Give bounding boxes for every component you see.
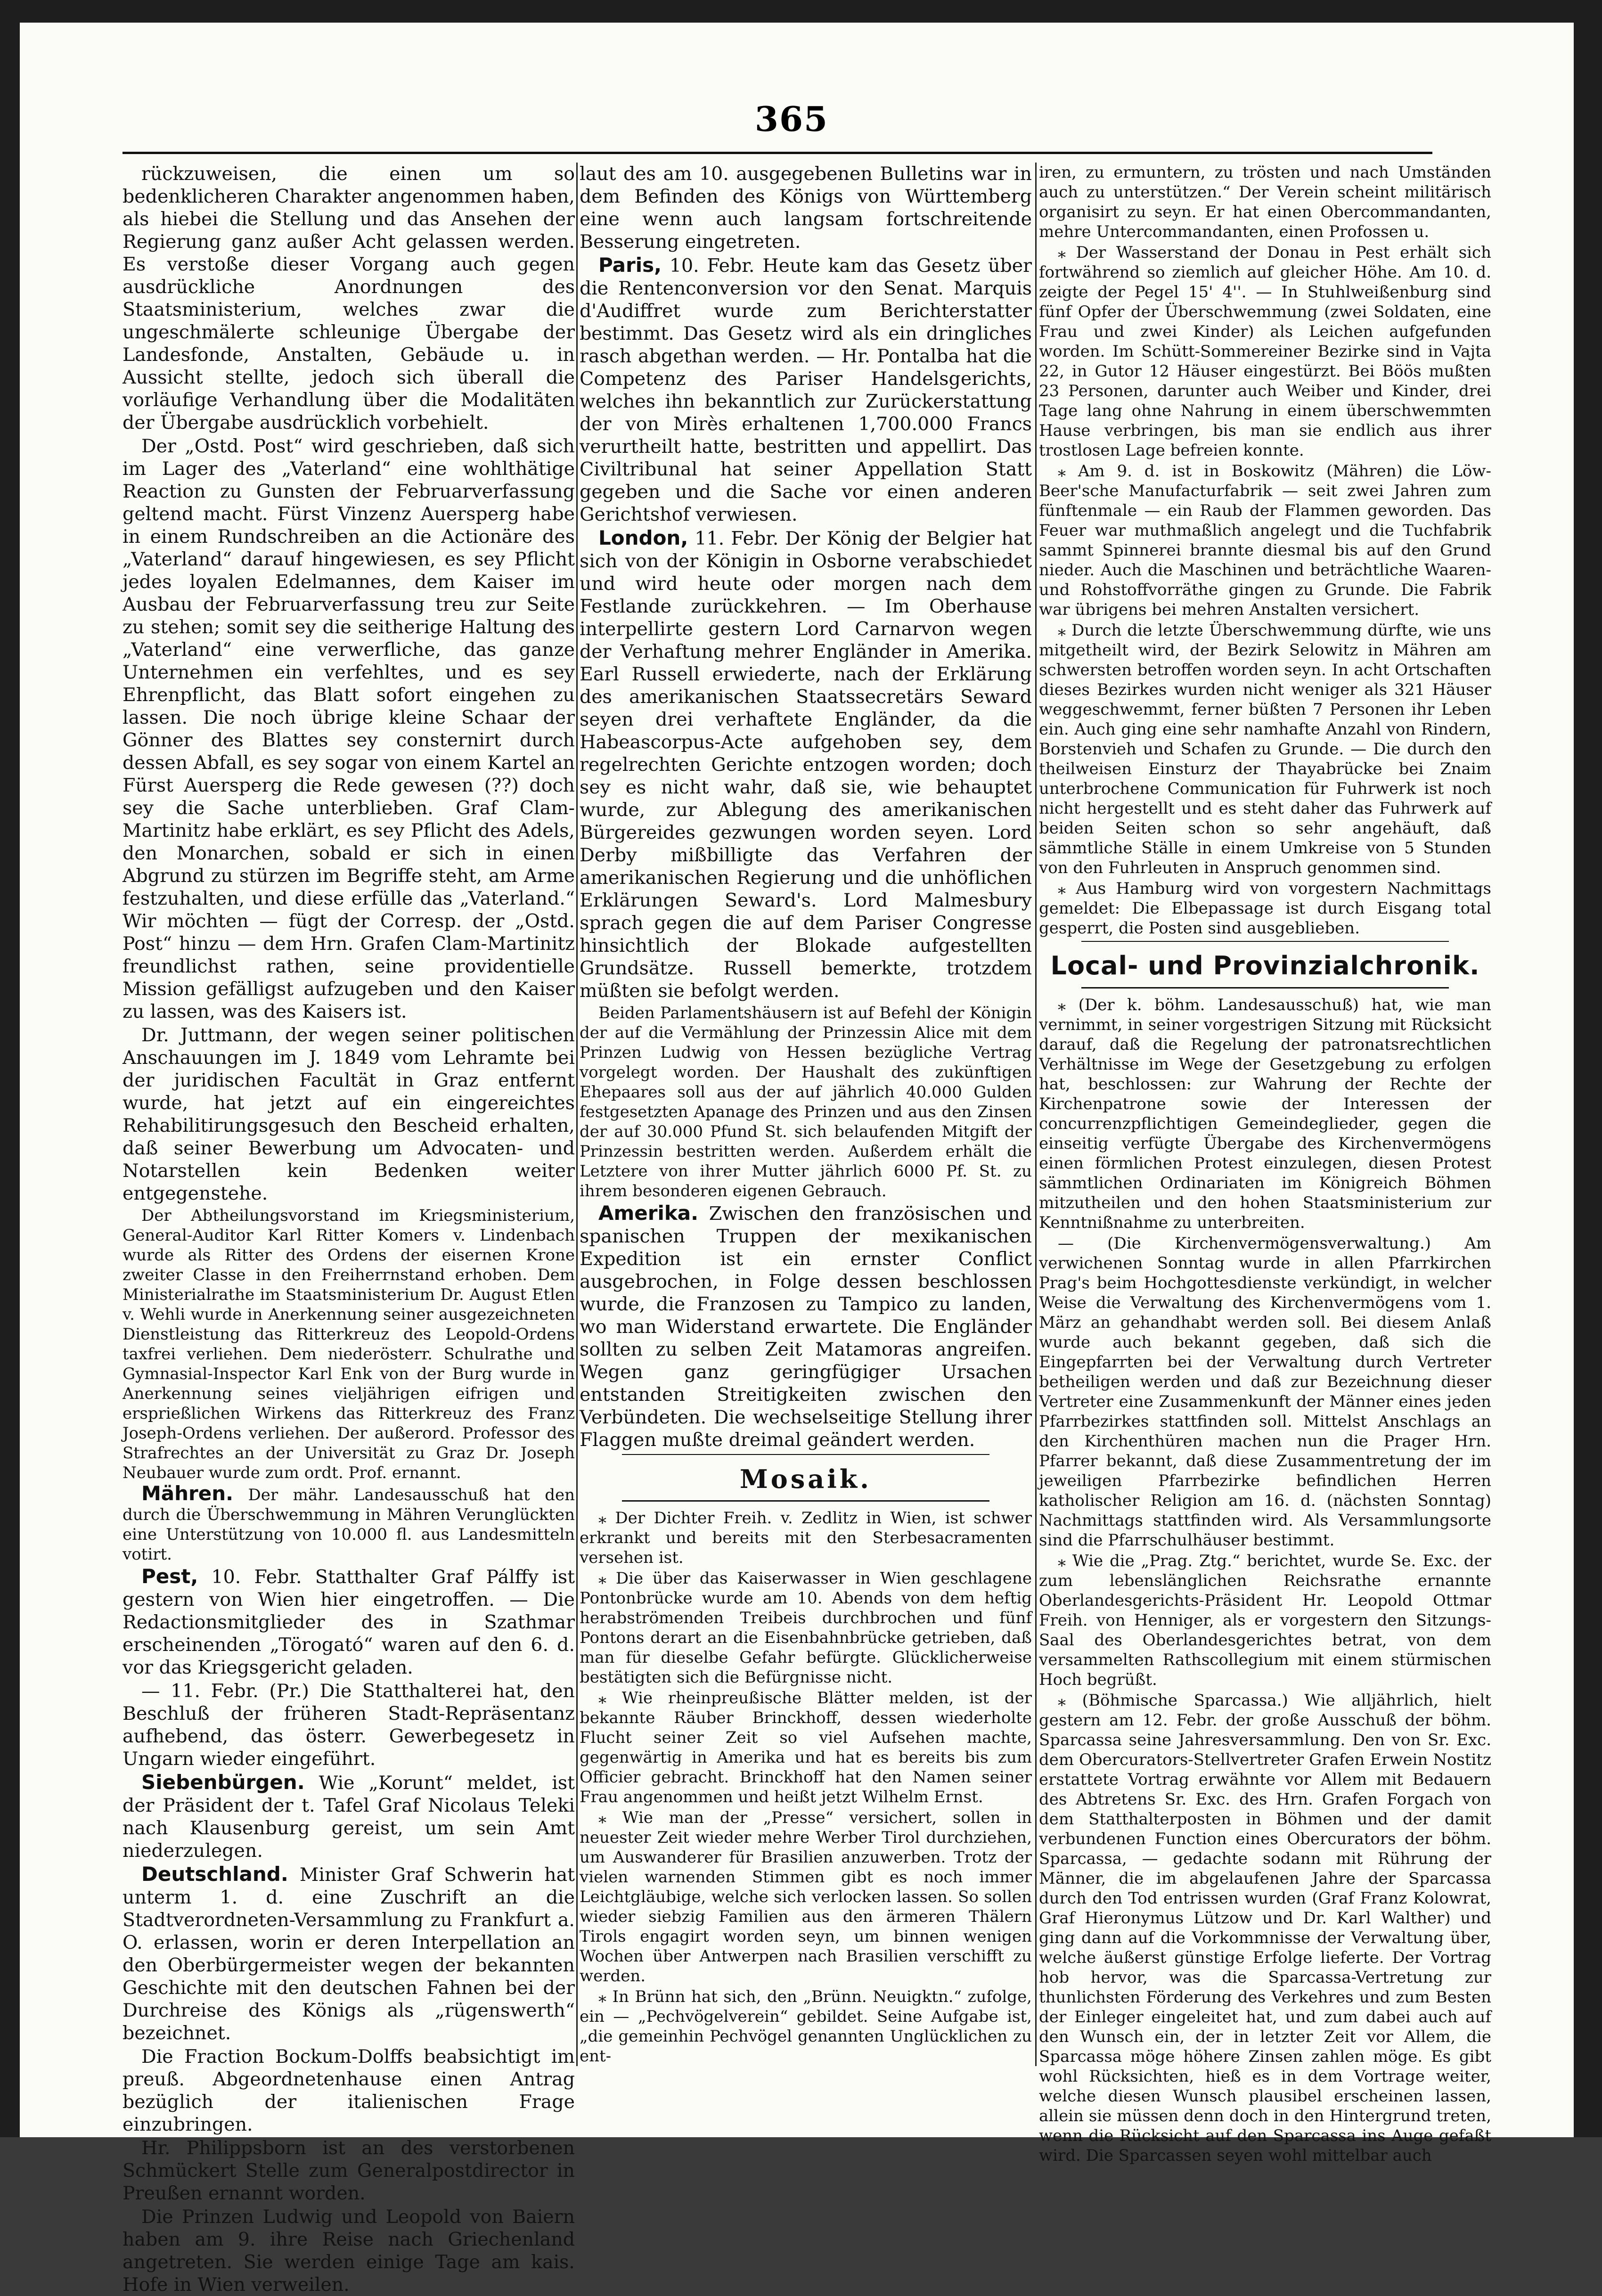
article-text: ⁎ Durch die letzte Überschwemmung dürfte, wie uns mitgetheilt wird, der Bezirk Selowitz in Mähren am schwersten betroffen worden seyn. In acht Ortschaften dieses Bezirkes wurden nicht weniger als 321 Häuser weggeschwemmt, ferner büßten 7 Personen ihr Leben ein. Auch ging eine sehr namhafte Anzahl von Rindern, Borstenvieh und Schafen zu Grunde. — Die durch den theilweisen Einsturz der Thayabrücke bei Znaim unterbrochene Communication für Fuhrwerk ist noch nicht hergestellt und es steht daher das Fuhrwerk auf beiden Seiten schon so sehr angehäuft, daß sämmtliche Ställe in einem Umkreise von 5 Stunden von den Fuhrleuten in Anspruch genommen sind. xyxy=(1039,621,1491,877)
article-text: ⁎ (Der k. böhm. Landesausschuß) hat, wie man vernimmt, in seiner vorgestrigen Sitzung mit Rücksicht darauf, daß die Regelung der patronatsrechtlichen Verhältnisse im Wege der Gesetzgebung zu erfolgen hat, beschlossen: zur Wahrung der Rechte der Kirchenpatrone sowie der Interessen der concurrenzpflichtigen Gemeindeglieder, gegen die einseitig verfügte Übergabe des Kirchenvermögens einen förmlichen Protest einzulegen, diesen Protest sämmtlichen Ordinariaten im Königreich Böhmen mitzutheilen und den hohen Staatsministerium zur Kenntnißnahme zu unterbreiten. xyxy=(1039,996,1491,1232)
article-paragraph xyxy=(123,1771,575,1862)
article-paragraph xyxy=(580,1508,1032,1568)
article-text: ⁎ Wie man der „Presse“ versichert, sollen in neuester Zeit wieder mehre Werber Tirol durchziehen, um Auswanderer für Brasilien anzuwerben. Trotz der vielen warnenden Stimmen gibt es noch immer Leichtgläubige, welche sich verlocken lassen. So sollen wieder siebzig Familien aus den ärmeren Thälern Tirols engagirt worden seyn, um binnen wenigen Wochen über Antwerpen nach Brasilien verschifft zu werden. xyxy=(580,1808,1032,1986)
scan-border-left xyxy=(0,0,20,2137)
article-text: Der mähr. Landesausschuß hat den durch die Überschwemmung in Mähren Verunglückten eine Unterstützung von 10.000 fl. aus Landesmitteln votirt. xyxy=(123,1486,575,1564)
article-paragraph xyxy=(580,1202,1032,1451)
article-paragraph xyxy=(123,163,575,434)
article-paragraph xyxy=(123,2206,575,2296)
article-paragraph xyxy=(123,1024,575,1205)
article-text: — (Die Kirchenvermögensverwaltung.) Am verwichenen Sonntag wurde in allen Pfarrkirchen Prag's beim Hochgottesdienste verkündigt, in welcher Weise die Verwaltung des Kirchenvermögens vom 1. März an gehandhabt werden soll. Bei diesem Anlaß wurde auch bekannt gegeben, daß sich die Eingepfarrten bei der Verwaltung durch Vertreter betheiligen werden und daß zur Bezeichnung dieser Vertreter eine Zusammenkunft der Männer eines jeden Pfarrbezirkes stattfinden soll. Mittelst Anschlags an den Kirchenthüren machen nun die Prager Hrn. Pfarrer bekannt, daß diese Zusammentretung der im jeweiligen Pfarrbezirke befindlichen Herren katholischer Religion am 16. d. (nächsten Sonntag) Nachmittags stattfinden wird. Als Versammlungsorte sind die Pfarrschulhäuser bestimmt. xyxy=(1039,1234,1491,1550)
article-text: Dr. Juttmann, der wegen seiner politischen Anschauungen im J. 1849 vom Lehramte bei der juridischen Facultät in Graz entfernt wurde, hat jetzt auf ein eingereichtes Rehabilitirungsgesuch den Bescheid erhalten, daß seiner Bewerbung um Advocaten- und Notarstellen kein Bedenken weiter entgegenstehe. xyxy=(123,1024,575,1204)
column-1 xyxy=(123,163,575,2296)
article-paragraph xyxy=(1039,621,1491,878)
article-paragraph xyxy=(123,435,575,1023)
article-paragraph xyxy=(580,163,1032,253)
article-text: ⁎ Wie die „Prag. Ztg.“ berichtet, wurde Se. Exc. der zum lebenslänglichen Reichsrathe ernannte Oberlandesgerichts-Präsident Hr. Leopold Ottmar Freih. von Henniger, als er vorgestern den Sitzungs-Saal des Oberlandesgerichtes betrat, von dem versammelten Rathscollegium mit einem stürmischen Hoch begrüßt. xyxy=(1039,1552,1491,1689)
article-text: Der Abtheilungsvorstand im Kriegsministerium, General-Auditor Karl Ritter Komers v. Lindenbach wurde als Ritter des Ordens der eisernen Krone zweiter Classe in den Freiherrnstand erhoben. Dem Ministerialrathe im Staatsministerium Dr. August Etlen v. Wehli wurde in Anerkennung seiner ausgezeichneten Dienstleistung das Ritterkreuz des Leopold-Ordens taxfrei verliehen. Dem niederösterr. Schulrathe und Gymnasial-Inspector Karl Enk von der Burg wurde in Anerkennung seines vieljährigen eifrigen und ersprießlichen Wirkens das Ritterkreuz des Franz Joseph-Ordens verliehen. Der außerord. Professor des Strafrechtes an der Universität zu Graz Dr. Joseph Neubauer wurde zum ordt. Prof. ernannt. xyxy=(123,1206,575,1482)
section-rule xyxy=(622,1454,989,1455)
article-dateline: Pest, xyxy=(141,1565,198,1588)
article-paragraph xyxy=(580,254,1032,526)
article-text: ⁎ Der Dichter Freih. v. Zedlitz in Wien, ist schwer erkrankt und bereits mit den Sterbesacramenten versehen ist. xyxy=(580,1509,1032,1567)
article-paragraph xyxy=(123,1680,575,1770)
article-text: Beiden Parlamentshäusern ist auf Befehl der Königin der auf die Vermählung der Prinzessin Alice mit dem Prinzen Ludwig von Hessen bezügliche Vertrag vorgelegt worden. Der Haushalt des zukünftigen Ehepaares soll aus der auf jährlich 40.000 Gulden festgesetzten Apanage des Prinzen und aus den Zinsen der auf 30.000 Pfund St. sich belaufenden Mitgift der Prinzessin bestritten werden. Außerdem erhält die Letztere von ihrer Mutter jährlich 6000 Pf. St. zu ihrem besonderen eigenen Gebrauch. xyxy=(580,1004,1032,1201)
section-rule xyxy=(622,1500,989,1502)
article-paragraph xyxy=(123,1565,575,1679)
page-number: 365 xyxy=(754,99,829,139)
header-rule xyxy=(123,152,1432,154)
article-paragraph xyxy=(1039,243,1491,460)
article-text: ⁎ (Böhmische Sparcassa.) Wie alljährlich, hielt gestern am 12. Febr. der große Ausschuß der böhm. Sparcassa seine Jahresversammlung. Den von Sr. Exc. dem Obercurators-Stellvertreter Grafen Erwein Nostitz erstattete Vortrag erwähnte vor Allem mit Bedauern des Abtretens Sr. Exc. des Hrn. Grafen Forgach von dem Statthalterposten in Böhmen und der damit verbundenen Function eines Obercurators der böhm. Sparcassa, — gedachte sodann mit Rührung der Männer, die im abgelaufenen Jahre der Sparcassa durch den Tod entrissen wurden (Graf Franz Kolowrat, Graf Hieronymus Lützow und Dr. Karl Walther) und ging dann auf die Vorkommnisse der Verwaltung über, welche äußerst günstige Erfolge lieferte. Der Vortrag hob hervor, was die Sparcassa-Vertretung zur thunlichsten Förderung des Verkehres und zum Besten der Einleger eingeleitet hat, und zum dabei auch auf den Wunsch ein, der in letzter Zeit vor Allem, die Sparcassa möge höhere Zinsen zahlen möge. Es gibt wohl Rücksichten, hieß es in dem Vortrage weiter, welche diesen Wunsch plausibel erscheinen lassen, allein sie müssen denn doch in den Hintergrund treten, wenn die Rücksicht auf den Sparcassa ins Auge gefaßt wird. Die Sparcassen seyen wohl mittelbar auch xyxy=(1039,1691,1491,2165)
column-divider xyxy=(1035,163,1037,2066)
article-text: Hr. Philippsborn ist an des verstorbenen Schmückert Stelle zum Generalpostdirector in Preußen ernannt worden. xyxy=(123,2137,575,2204)
article-paragraph xyxy=(580,1987,1032,2066)
article-paragraph xyxy=(123,1484,575,1564)
section-heading: Local- und Provinzialchronik. xyxy=(1050,951,1480,980)
article-text: laut des am 10. ausgegebenen Bulletins war in dem Befinden des Königs von Württemberg eine wenn auch langsam fortschreitende Besserung eingetreten. xyxy=(580,163,1032,253)
article-dateline: London, xyxy=(598,526,688,549)
article-text: 11. Febr. Der König der Belgier hat sich von der Königin in Osborne verabschiedet und wird heute oder morgen nach dem Festlande zurückkehren. — Im Oberhause interpellirte gestern Lord Carnarvon wegen der Verhaftung mehrer Engländer in Amerika. Earl Russell erwiederte, nach der Erklärung des amerikanischen Staatssecretärs Seward seyen drei verhaftete Engländer, da die Habeascorpus-Acte aufgehoben sey, dem regelrechten Gerichte entzogen worden; doch sey es nicht wahr, daß sie, wie behauptet wurde, zur Ablegung des amerikanischen Bürgereides gezwungen worden seyen. Lord Derby mißbilligte das Verfahren der amerikanischen Regierung und die unhöflichen Erklärungen Seward's. Lord Malmesbury sprach gegen die auf dem Pariser Congresse hinsichtlich der Blokade aufgestellten Grundsätze. Russell bemerkte, trotzdem müßten sie befolgt werden. xyxy=(580,528,1032,1002)
article-dateline: Siebenbürgen. xyxy=(141,1771,305,1794)
scan-border-right xyxy=(1574,0,1602,2137)
article-text: Wie „Korunt“ meldet, ist der Präsident der t. Tafel Graf Nicolaus Teleki nach Klausenburg gereist, um sein Amt niederzulegen. xyxy=(123,1772,575,1862)
article-text: Die Fraction Bockum-Dolffs beabsichtigt im preuß. Abgeordnetenhause einen Antrag bezüglich der italienischen Frage einzubringen. xyxy=(123,2046,575,2135)
article-text: ⁎ Am 9. d. ist in Boskowitz (Mähren) die Löw-Beer'sche Manufacturfabrik — seit zwei Jahren zum fünftenmale — ein Raub der Flammen geworden. Das Feuer war muthmaßlich angelegt und die Tuchfabrik sammt Spinnerei brannte diesmal bis auf den Grund nieder. Auch die Maschinen und beträchtliche Waaren- und Rohstoffvorräthe gingen zu Grunde. Die Fabrik war übrigens bei mehren Anstalten versichert. xyxy=(1039,462,1491,619)
article-paragraph xyxy=(580,1808,1032,1986)
article-paragraph xyxy=(123,2045,575,2136)
article-paragraph xyxy=(1039,461,1491,620)
section-heading: Mosaik. xyxy=(740,1464,872,1494)
article-text: Der „Ostd. Post“ wird geschrieben, daß sich im Lager des „Vaterland“ eine wohlthätige Reaction zu Gunsten der Februarverfassung geltend macht. Fürst Vinzenz Auersperg habe in einem Rundschreiben an die Actionäre des „Vaterland“ darauf hingewiesen, es sey Pflicht jedes loyalen Edelmannes, dem Kaiser im Ausbau der Februarverfassung treu zur Seite zu stehen; somit sey die seitherige Haltung des „Vaterland“ eine verwerfliche, das ganze Unternehmen ein verfehltes, und es sey Ehrenpflicht, das Blatt sofort eingehen zu lassen. Die noch übrige kleine Schaar der Gönner des Blattes sey consternirt durch dessen Abfall, es sey sogar von einem Kartel an Fürst Auersperg die Rede gewesen (??) doch sey die Sache unterblieben. Graf Clam-Martinitz habe erklärt, es sey Pflicht des Adels, den Monarchen, sobald er sich in einen Abgrund zu stürzen im Begriffe steht, am Arme festzuhalten, und diese erfülle das „Vaterland.“ Wir möchten — fügt der Corresp. der „Ostd. Post“ hinzu — dem Hrn. Grafen Clam-Martinitz freundlichst rathen, seine providentielle Mission gefälligst aufzugeben und den Kaiser zu lassen, was des Kaisers ist. xyxy=(123,435,575,1022)
article-dateline: Paris, xyxy=(598,253,662,277)
article-text: Minister Graf Schwerin hat unterm 1. d. eine Zuschrift an die Stadtverordneten-Versammlung zu Frankfurt a. O. erlassen, worin er deren Interpellation an den Oberbürgermeister wegen der bekannten Geschichte mit den deutschen Fahnen bei der Durchreise des Königs als „rügenswerth“ bezeichnet. xyxy=(123,1864,575,2044)
column-divider xyxy=(576,163,578,2066)
article-paragraph xyxy=(1039,995,1491,1233)
scan-border-top xyxy=(0,0,1602,23)
article-text: ⁎ Der Wasserstand der Donau in Pest erhält sich fortwährend so ziemlich auf gleicher Höhe. Am 10. d. zeigte der Pegel 15' 4''. — In Stuhlweißenburg sind fünf Opfer der Überschwemmung (zwei Soldaten, eine Frau und zwei Kinder) als Leichen aufgefunden worden. Im Schütt-Sommereiner Bezirke sind in Vajta 22, in Gutor 12 Häuser eingestürzt. Bei Böös mußten 23 Personen, darunter auch Weiber und Kinder, drei Tage lang ohne Nahrung in einem überschwemmten Hause verbringen, bis man sie endlich aus ihrer trostlosen Lage befreien konnte. xyxy=(1039,243,1491,460)
article-paragraph xyxy=(580,1688,1032,1807)
article-paragraph xyxy=(1039,1691,1491,2165)
article-paragraph xyxy=(1039,1234,1491,1550)
section-rule xyxy=(1081,987,1449,989)
article-text: iren, zu ermuntern, zu trösten und nach Umständen auch zu unterstützen.“ Der Verein scheint militärisch organisirt zu seyn. Er hat einen Obercommandanten, mehre Untercommandanten, einen Profossen u. xyxy=(1039,163,1491,241)
article-paragraph xyxy=(1039,879,1491,938)
column-2 xyxy=(580,163,1032,2066)
article-text: 10. Febr. Heute kam das Gesetz über die Rentenconversion vor den Senat. Marquis d'Audiffret wurde zum Berichterstatter bestimmt. Das Gesetz wird als ein dringliches rasch abgethan werden. — Hr. Pontalba hat die Competenz des Pariser Handelsgerichts, welches ihn bekanntlich zur Zurückerstattung der von Mirès erhaltenen 1,700.000 Francs verurtheilt hatte, bestritten und appellirt. Das Civiltribunal hat seiner Appellation Statt gegeben und die Sache vor einen anderen Gerichtshof verwiesen. xyxy=(580,255,1032,525)
article-paragraph xyxy=(580,1003,1032,1201)
article-paragraph xyxy=(123,1206,575,1483)
article-paragraph xyxy=(580,527,1032,1002)
article-text: — 11. Febr. (Pr.) Die Statthalterei hat, den Beschluß der früheren Stadt-Repräsentanz aufhebend, das österr. Gewerbegesetz in Ungarn wieder eingeführt. xyxy=(123,1680,575,1770)
newspaper-page xyxy=(19,0,1574,2296)
article-text: 10. Febr. Statthalter Graf Pálffy ist gestern von Wien hier eingetroffen. — Die Redactionsmitglieder des in Szathmar erscheinenden „Törogató“ waren auf den 6. d. vor das Kriegsgericht geladen. xyxy=(123,1566,575,1678)
article-paragraph xyxy=(580,1569,1032,1687)
article-text: Die Prinzen Ludwig und Leopold von Baiern haben am 9. ihre Reise nach Griechenland angetreten. Sie werden einige Tage am kais. Hofe in Wien verweilen. xyxy=(123,2206,575,2296)
article-text: ⁎ Wie rheinpreußische Blätter melden, ist der bekannte Räuber Brinckhoff, dessen wiederholte Flucht seiner Zeit so viel Aufsehen machte, gegenwärtig in Amerika und hat es bereits bis zum Officier gebracht. Brinckhoff hat den Namen seiner Frau angenommen und heißt jetzt Wilhelm Ernst. xyxy=(580,1689,1032,1806)
article-text: ⁎ In Brünn hat sich, den „Brünn. Neuigktn.“ zufolge, ein — „Pechvögelverein“ gebildet. Seine Aufgabe ist, „die gemeinhin Pechvögel genannten Unglücklichen zu ent- xyxy=(580,1987,1032,2066)
article-paragraph xyxy=(1039,163,1491,242)
article-dateline: Amerika. xyxy=(598,1201,699,1225)
article-paragraph xyxy=(123,2137,575,2205)
article-dateline: Deutschland. xyxy=(141,1863,288,1886)
article-text: rückzuweisen, die einen um so bedenklicheren Charakter angenommen haben, als hiebei die Stellung und das Ansehen der Regierung ganz außer Acht gelassen werden. Es verstoße dieser Vorgang auch gegen ausdrückliche Anordnungen des Staatsministerium, welches zwar die ungeschmälerte schleunige Übergabe der Landesfonde, Anstalten, Gebäude u. in Aussicht stellte, jedoch sich überall die vorläufige Verhandlung über die Modalitäten der Übergabe ausdrücklich vorbehielt. xyxy=(123,163,575,433)
column-3 xyxy=(1039,163,1491,2165)
article-dateline: Mähren. xyxy=(141,1482,234,1505)
article-paragraph xyxy=(1039,1551,1491,1690)
article-text: Zwischen den französischen und spanischen Truppen der mexikanischen Expedition ist ein ernster Conflict ausgebrochen, in Folge dessen beschlossen wurde, die Franzosen zu Tampico zu landen, wo man Widerstand erwartete. Die Engländer sollten zu selben Zeit Matamoras angreifen. Wegen ganz geringfügiger Ursachen entstanden Streitigkeiten zwischen den Verbündeten. Die wechselseitige Stellung ihrer Flaggen mußte dreimal geändert werden. xyxy=(580,1203,1032,1451)
section-rule xyxy=(1081,941,1449,942)
article-text: ⁎ Die über das Kaiserwasser in Wien geschlagene Pontonbrücke wurde am 10. Abends von dem heftig herabströmenden Treibeis durchbrochen und fünf Pontons derart an die Eisenbahnbrücke getrieben, daß man für dieselbe Gefahr befürgte. Glücklicherweise bestätigten sich die Befürgnisse nicht. xyxy=(580,1569,1032,1687)
article-paragraph xyxy=(123,1863,575,2044)
article-text: ⁎ Aus Hamburg wird von vorgestern Nachmittags gemeldet: Die Elbepassage ist durch Eisgang total gesperrt, die Posten sind ausgeblieben. xyxy=(1039,879,1491,938)
